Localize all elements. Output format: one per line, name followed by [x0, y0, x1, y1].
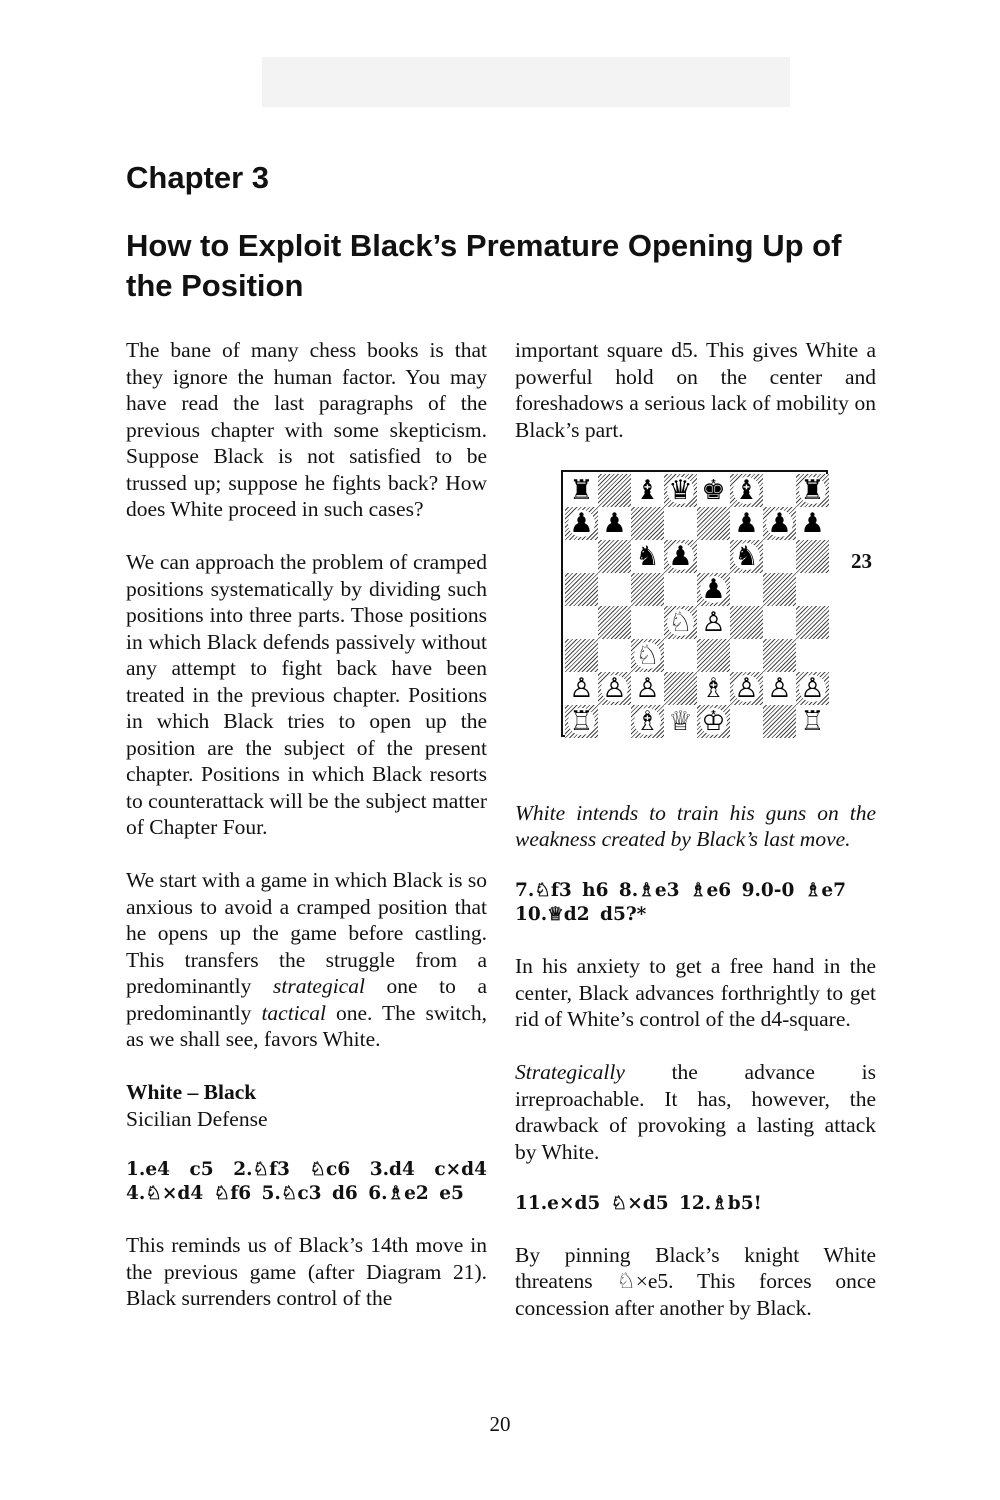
square-c2	[631, 672, 664, 705]
chess-board	[561, 470, 828, 737]
square-b3	[598, 639, 631, 672]
chess-piece-icon: ♕	[668, 705, 693, 737]
square-a5	[565, 573, 598, 606]
square-h6	[796, 540, 829, 573]
square-b1	[598, 705, 631, 738]
paragraph: Strategically the advance is irreproachable. It has, however, the drawback of provoking a lasting attack by White.	[515, 1060, 876, 1164]
square-d8	[664, 474, 697, 507]
square-f3	[730, 639, 763, 672]
chapter-label: Chapter 3	[126, 160, 269, 195]
chess-piece-icon: ♙	[734, 672, 759, 704]
chess-piece-icon: ♟	[701, 573, 726, 605]
square-c3	[631, 639, 664, 672]
chess-piece-icon: ♜	[800, 474, 825, 506]
square-h4	[796, 606, 829, 639]
square-d5	[664, 573, 697, 606]
chess-piece-icon: ♟	[767, 507, 792, 539]
paragraph: We start with a game in which Black is so anxious to avoid a cramped position that he opens up the game before castling. This transfers the struggle from a predominantly strategical one to a predominantly tactical one. The switch, as we shall see, favors White.	[126, 868, 488, 1051]
game-players: White – Black	[126, 1080, 257, 1104]
emphasis: tactical	[261, 1000, 326, 1025]
square-e2	[697, 672, 730, 705]
chapter-title: How to Exploit Black’s Premature Opening Up of the Position	[126, 228, 842, 303]
square-a1	[565, 705, 598, 738]
square-f2	[730, 672, 763, 705]
paragraph: We can approach the problem of cramped positions systematically by dividing such positions into three parts. Those positions in which Black defends passively without any attempt to fight back have been treated in the previous chapter. Positions in which Black tries to open up the position are the subject of the present chapter. Positions in which Black resorts to counterattack will be the subject matter of Chapter Four.	[126, 550, 487, 839]
square-c1	[631, 705, 664, 738]
diagram-number: 23	[851, 548, 872, 573]
square-g7	[763, 507, 796, 540]
chess-piece-icon: ♟	[668, 540, 693, 572]
square-f7	[730, 507, 763, 540]
square-b2	[598, 672, 631, 705]
chess-piece-icon: ♔	[701, 705, 726, 737]
square-b8	[598, 474, 631, 507]
square-d7	[664, 507, 697, 540]
chess-piece-icon: ♙	[569, 672, 594, 704]
chess-piece-icon: ♙	[701, 606, 726, 638]
move-notation: 11.e×d5 ♘×d5 12.♗b5!	[515, 1192, 762, 1214]
square-f8	[730, 474, 763, 507]
chess-piece-icon: ♗	[701, 672, 726, 704]
square-f1	[730, 705, 763, 738]
page-number: 20	[489, 1412, 511, 1436]
square-f5	[730, 573, 763, 606]
square-f4	[730, 606, 763, 639]
square-b6	[598, 540, 631, 573]
square-h1	[796, 705, 829, 738]
chess-piece-icon: ♖	[569, 705, 594, 737]
square-c7	[631, 507, 664, 540]
square-c5	[631, 573, 664, 606]
move-notation: 1.e4 c5 2.♘f3 ♘c6 3.d4 c×d4 4.♘×d4 ♘f6 5.♘c3 d6 6.♗e2 e5	[126, 1159, 487, 1204]
square-g5	[763, 573, 796, 606]
square-g4	[763, 606, 796, 639]
chess-piece-icon: ♘	[635, 639, 660, 671]
chess-piece-icon: ♜	[569, 474, 594, 506]
emphasis: strategical	[272, 974, 365, 998]
square-e8	[697, 474, 730, 507]
chess-piece-icon: ♟	[800, 507, 825, 539]
chess-piece-icon: ♝	[734, 474, 759, 506]
square-h7	[796, 507, 829, 540]
paragraph: In his anxiety to get a free hand in the center, Black advances forthrightly to get rid of White’s control of the d4-square.	[515, 954, 876, 1031]
square-e7	[697, 507, 730, 540]
chess-piece-icon: ♗	[635, 705, 660, 737]
paragraph: The bane of many chess books is that they ignore the human factor. You may have read the last paragraphs of the previous chapter with some skepticism. Suppose Black is not satisfied to be trussed up; suppose he fights back? How does White proceed in such cases?	[126, 338, 487, 521]
square-d6	[664, 540, 697, 573]
chess-piece-icon: ♟	[734, 507, 759, 539]
square-g1	[763, 705, 796, 738]
square-c4	[631, 606, 664, 639]
square-e4	[697, 606, 730, 639]
square-a8	[565, 474, 598, 507]
square-a7	[565, 507, 598, 540]
chess-piece-icon: ♙	[767, 672, 792, 704]
chess-piece-icon: ♙	[635, 672, 660, 704]
square-h2	[796, 672, 829, 705]
square-g2	[763, 672, 796, 705]
square-e1	[697, 705, 730, 738]
square-h5	[796, 573, 829, 606]
chess-piece-icon: ♙	[602, 672, 627, 704]
square-e5	[697, 573, 730, 606]
move-notation: 7.♘f3 h6 8.♗e3 ♗e6 9.0-0 ♗e7 10.♕d2 d5?*	[515, 880, 846, 925]
chess-piece-icon: ♛	[668, 474, 693, 506]
chess-piece-icon: ♞	[635, 540, 660, 572]
chess-piece-icon: ♚	[701, 474, 726, 506]
square-f6	[730, 540, 763, 573]
square-a2	[565, 672, 598, 705]
left-column	[126, 337, 487, 1338]
header-band	[262, 57, 790, 107]
square-d3	[664, 639, 697, 672]
square-g3	[763, 639, 796, 672]
square-h3	[796, 639, 829, 672]
square-a4	[565, 606, 598, 639]
emphasis: Strategically	[515, 1060, 625, 1084]
paragraph: By pinning Black’s knight White threatens ♘×e5. This forces once concession after another by Black.	[515, 1242, 876, 1320]
chess-piece-icon: ♙	[800, 672, 825, 704]
diagram-caption: White intends to train his guns on the weakness created by Black’s last move.	[515, 800, 876, 851]
chess-piece-icon: ♟	[602, 507, 627, 539]
chess-piece-icon: ♞	[734, 540, 759, 572]
square-e6	[697, 540, 730, 573]
square-b5	[598, 573, 631, 606]
chess-piece-icon: ♝	[635, 474, 660, 506]
square-d2	[664, 672, 697, 705]
square-g8	[763, 474, 796, 507]
paragraph: This reminds us of Black’s 14th move in the previous game (after Diagram 21). Black surrenders control of the	[126, 1233, 487, 1310]
square-h8	[796, 474, 829, 507]
game-opening: Sicilian Defense	[126, 1106, 268, 1131]
square-e3	[697, 639, 730, 672]
chess-piece-icon: ♖	[800, 705, 825, 737]
square-a3	[565, 639, 598, 672]
square-c8	[631, 474, 664, 507]
chess-diagram	[515, 470, 876, 770]
square-c6	[631, 540, 664, 573]
square-b7	[598, 507, 631, 540]
paragraph: important square d5. This gives White a powerful hold on the center and foreshadows a serious lack of mobility on Black’s part.	[515, 338, 876, 442]
chess-piece-icon: ♘	[668, 606, 693, 638]
right-column	[515, 337, 876, 1348]
square-d1	[664, 705, 697, 738]
square-d4	[664, 606, 697, 639]
square-b4	[598, 606, 631, 639]
square-a6	[565, 540, 598, 573]
chess-piece-icon: ♟	[569, 507, 594, 539]
square-g6	[763, 540, 796, 573]
